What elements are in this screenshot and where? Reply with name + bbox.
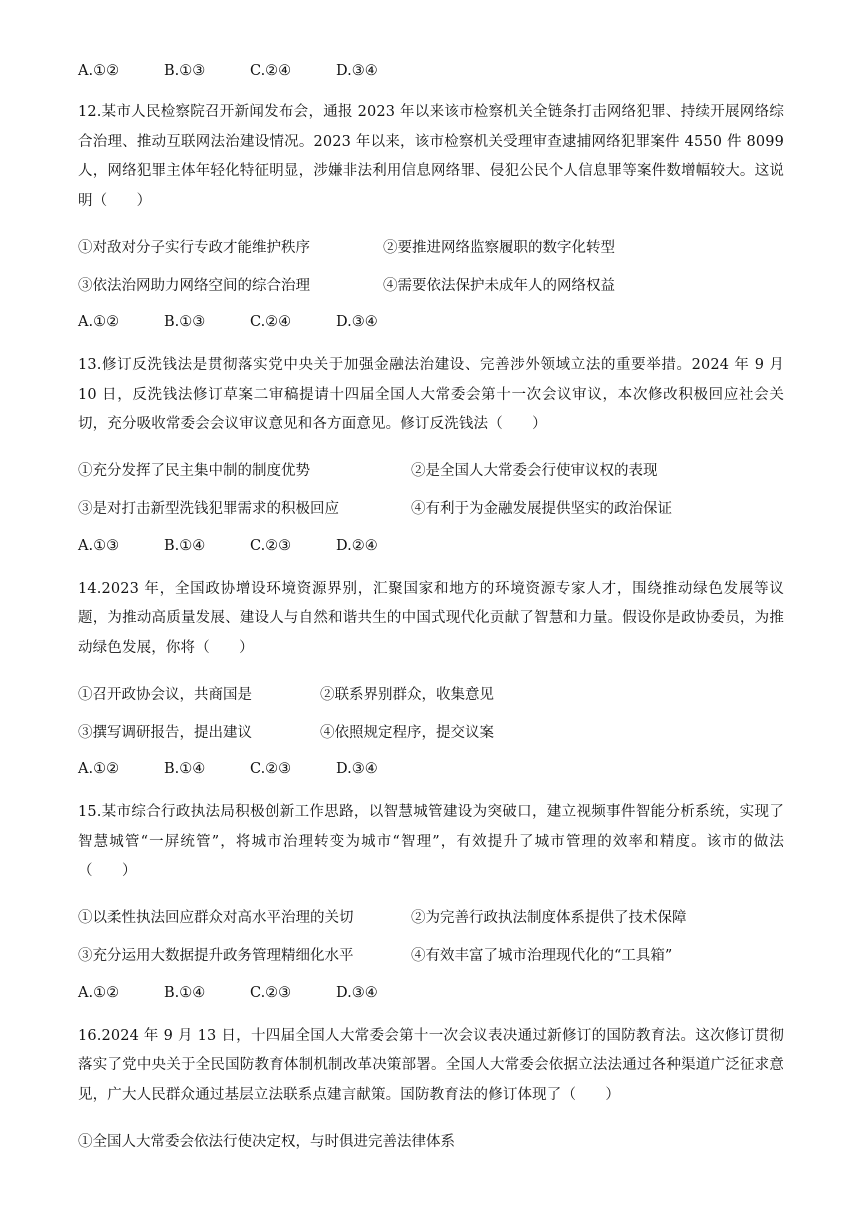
option-row <box>78 712 784 750</box>
statement-option: ③是对打击新型洗钱犯罪需求的积极回应 <box>78 501 339 517</box>
answer-choice[interactable]: B.①④ <box>164 537 206 554</box>
option-row <box>78 265 784 303</box>
option-row <box>78 936 784 974</box>
option-row <box>78 227 784 265</box>
statement-option: ③撰写调研报告，提出建议 <box>78 724 252 741</box>
answer-choice[interactable]: D.③④ <box>336 984 378 1001</box>
answer-choice[interactable]: D.③④ <box>336 314 378 330</box>
statement-option: ④需要依法保护未成年人的网络权益 <box>383 277 615 294</box>
option-row <box>78 898 784 936</box>
question-stem: 12.某市人民检察院召开新闻发布会，通报 2023 年以来该市检察机关全链条打击网络犯罪、持续开展网络综合治理、推动互联网法治建设情况。2023 年以来，该市检察机关受理审查逮捕网络犯罪案件 4550 件 8099 人，网络犯罪主体年轻化特征明显，涉嫌非法利用信息网络罪、侵犯公民个人信息罪等案件数增幅较大。这说明（ ） <box>78 104 784 209</box>
statement-option: ①召开政协会议，共商国是 <box>78 686 252 703</box>
question-15 <box>78 798 784 1012</box>
answer-choices <box>78 303 784 341</box>
question-12 <box>78 98 784 341</box>
answer-choice[interactable]: A.①② <box>78 761 120 777</box>
statement-option: ②要推进网络监察履职的数字化转型 <box>383 239 615 256</box>
statement-option: ②是全国人大常委会行使审议权的表现 <box>411 463 658 479</box>
question-stem: 14.2023 年，全国政协增设环境资源界别，汇聚国家和地方的环境资源专家人才，围绕推动绿色发展等议题，为推动高质量发展、建设人与自然和谐共生的中国式现代化贡献了智慧和力量。假设你是政协委员，为推动绿色发展，你将（ ） <box>78 580 784 656</box>
answer-choice[interactable]: C.②④ <box>250 63 292 79</box>
previous-answer-choices <box>78 56 784 86</box>
statement-option: ④有利于为金融发展提供坚实的政治保证 <box>411 501 672 517</box>
answer-choice[interactable]: D.②④ <box>336 537 378 554</box>
statement-option: ①充分发挥了民主集中制的制度优势 <box>78 463 310 479</box>
question-stem: 13.修订反洗钱法是贯彻落实党中央关于加强金融法治建设、完善涉外领域立法的重要举措。2024 年 9 月 10 日，反洗钱法修订草案二审稿提请十四届全国人大常委会第十一次会议审议，本次修改积极回应社会关切，充分吸收常委会会议审议意见和各方面意见。修订反洗钱法（ ） <box>78 357 784 432</box>
answer-choice[interactable]: B.①④ <box>164 984 206 1001</box>
statement-option: ③依法治网助力网络空间的综合治理 <box>78 277 310 294</box>
question-stem: 16.2024 年 9 月 13 日，十四届全国人大常委会第十一次会议表决通过新修订的国防教育法。这次修订贯彻落实了党中央关于全民国防教育体制机制改革决策部署。全国人大常委会依据立法法通过各种渠道广泛征求意见，广大人民群众通过基层立法联系点建言献策。国防教育法的修订体现了（ ） <box>78 1027 784 1103</box>
statement-option: ④依照规定程序，提交议案 <box>320 724 494 741</box>
statement-option: ②联系界别群众，收集意见 <box>320 686 494 703</box>
answer-choice[interactable]: B.①③ <box>164 314 206 330</box>
statement-option: ④有效丰富了城市治理现代化的“工具箱” <box>411 948 673 964</box>
answer-choice[interactable]: C.②③ <box>250 984 292 1001</box>
option-row <box>78 674 784 712</box>
statement-option: ②为完善行政执法制度体系提供了技术保障 <box>411 910 687 926</box>
answer-choice[interactable]: D.③④ <box>336 63 378 79</box>
question-14 <box>78 575 784 789</box>
answer-choice[interactable]: C.②③ <box>250 761 292 777</box>
answer-choices <box>78 974 784 1012</box>
answer-choice[interactable]: A.①② <box>78 314 120 330</box>
answer-choices <box>78 527 784 565</box>
answer-choice[interactable]: C.②④ <box>250 314 292 330</box>
question-list <box>78 98 784 1159</box>
statement-option: ①对敌对分子实行专政才能维护秩序 <box>78 239 310 256</box>
answer-choice[interactable]: A.①③ <box>78 537 120 554</box>
statement-option: ①全国人大常委会依法行使决定权，与时俱进完善法律体系 <box>78 1133 455 1150</box>
option-row <box>78 1121 784 1159</box>
answer-choices <box>78 750 784 788</box>
option-row <box>78 489 784 527</box>
answer-choice[interactable]: A.①② <box>78 984 120 1001</box>
answer-choice[interactable]: A.①② <box>78 63 120 79</box>
statement-option: ③充分运用大数据提升政务管理精细化水平 <box>78 948 354 964</box>
question-13 <box>78 351 784 565</box>
statement-option: ①以柔性执法回应群众对高水平治理的关切 <box>78 910 354 926</box>
answer-choice[interactable]: C.②③ <box>250 537 292 554</box>
exam-page <box>78 56 784 1159</box>
answer-choice[interactable]: D.③④ <box>336 761 378 777</box>
option-row <box>78 451 784 489</box>
answer-choice[interactable]: B.①④ <box>164 761 206 777</box>
answer-choice[interactable]: B.①③ <box>164 63 206 79</box>
question-stem: 15.某市综合行政执法局积极创新工作思路，以智慧城管建设为突破口，建立视频事件智能分析系统，实现了智慧城管“一屏统管”，将城市治理转变为城市“智理”，有效提升了城市管理的效率和精度。该市的做法（ ） <box>78 804 784 879</box>
question-16 <box>78 1022 784 1160</box>
